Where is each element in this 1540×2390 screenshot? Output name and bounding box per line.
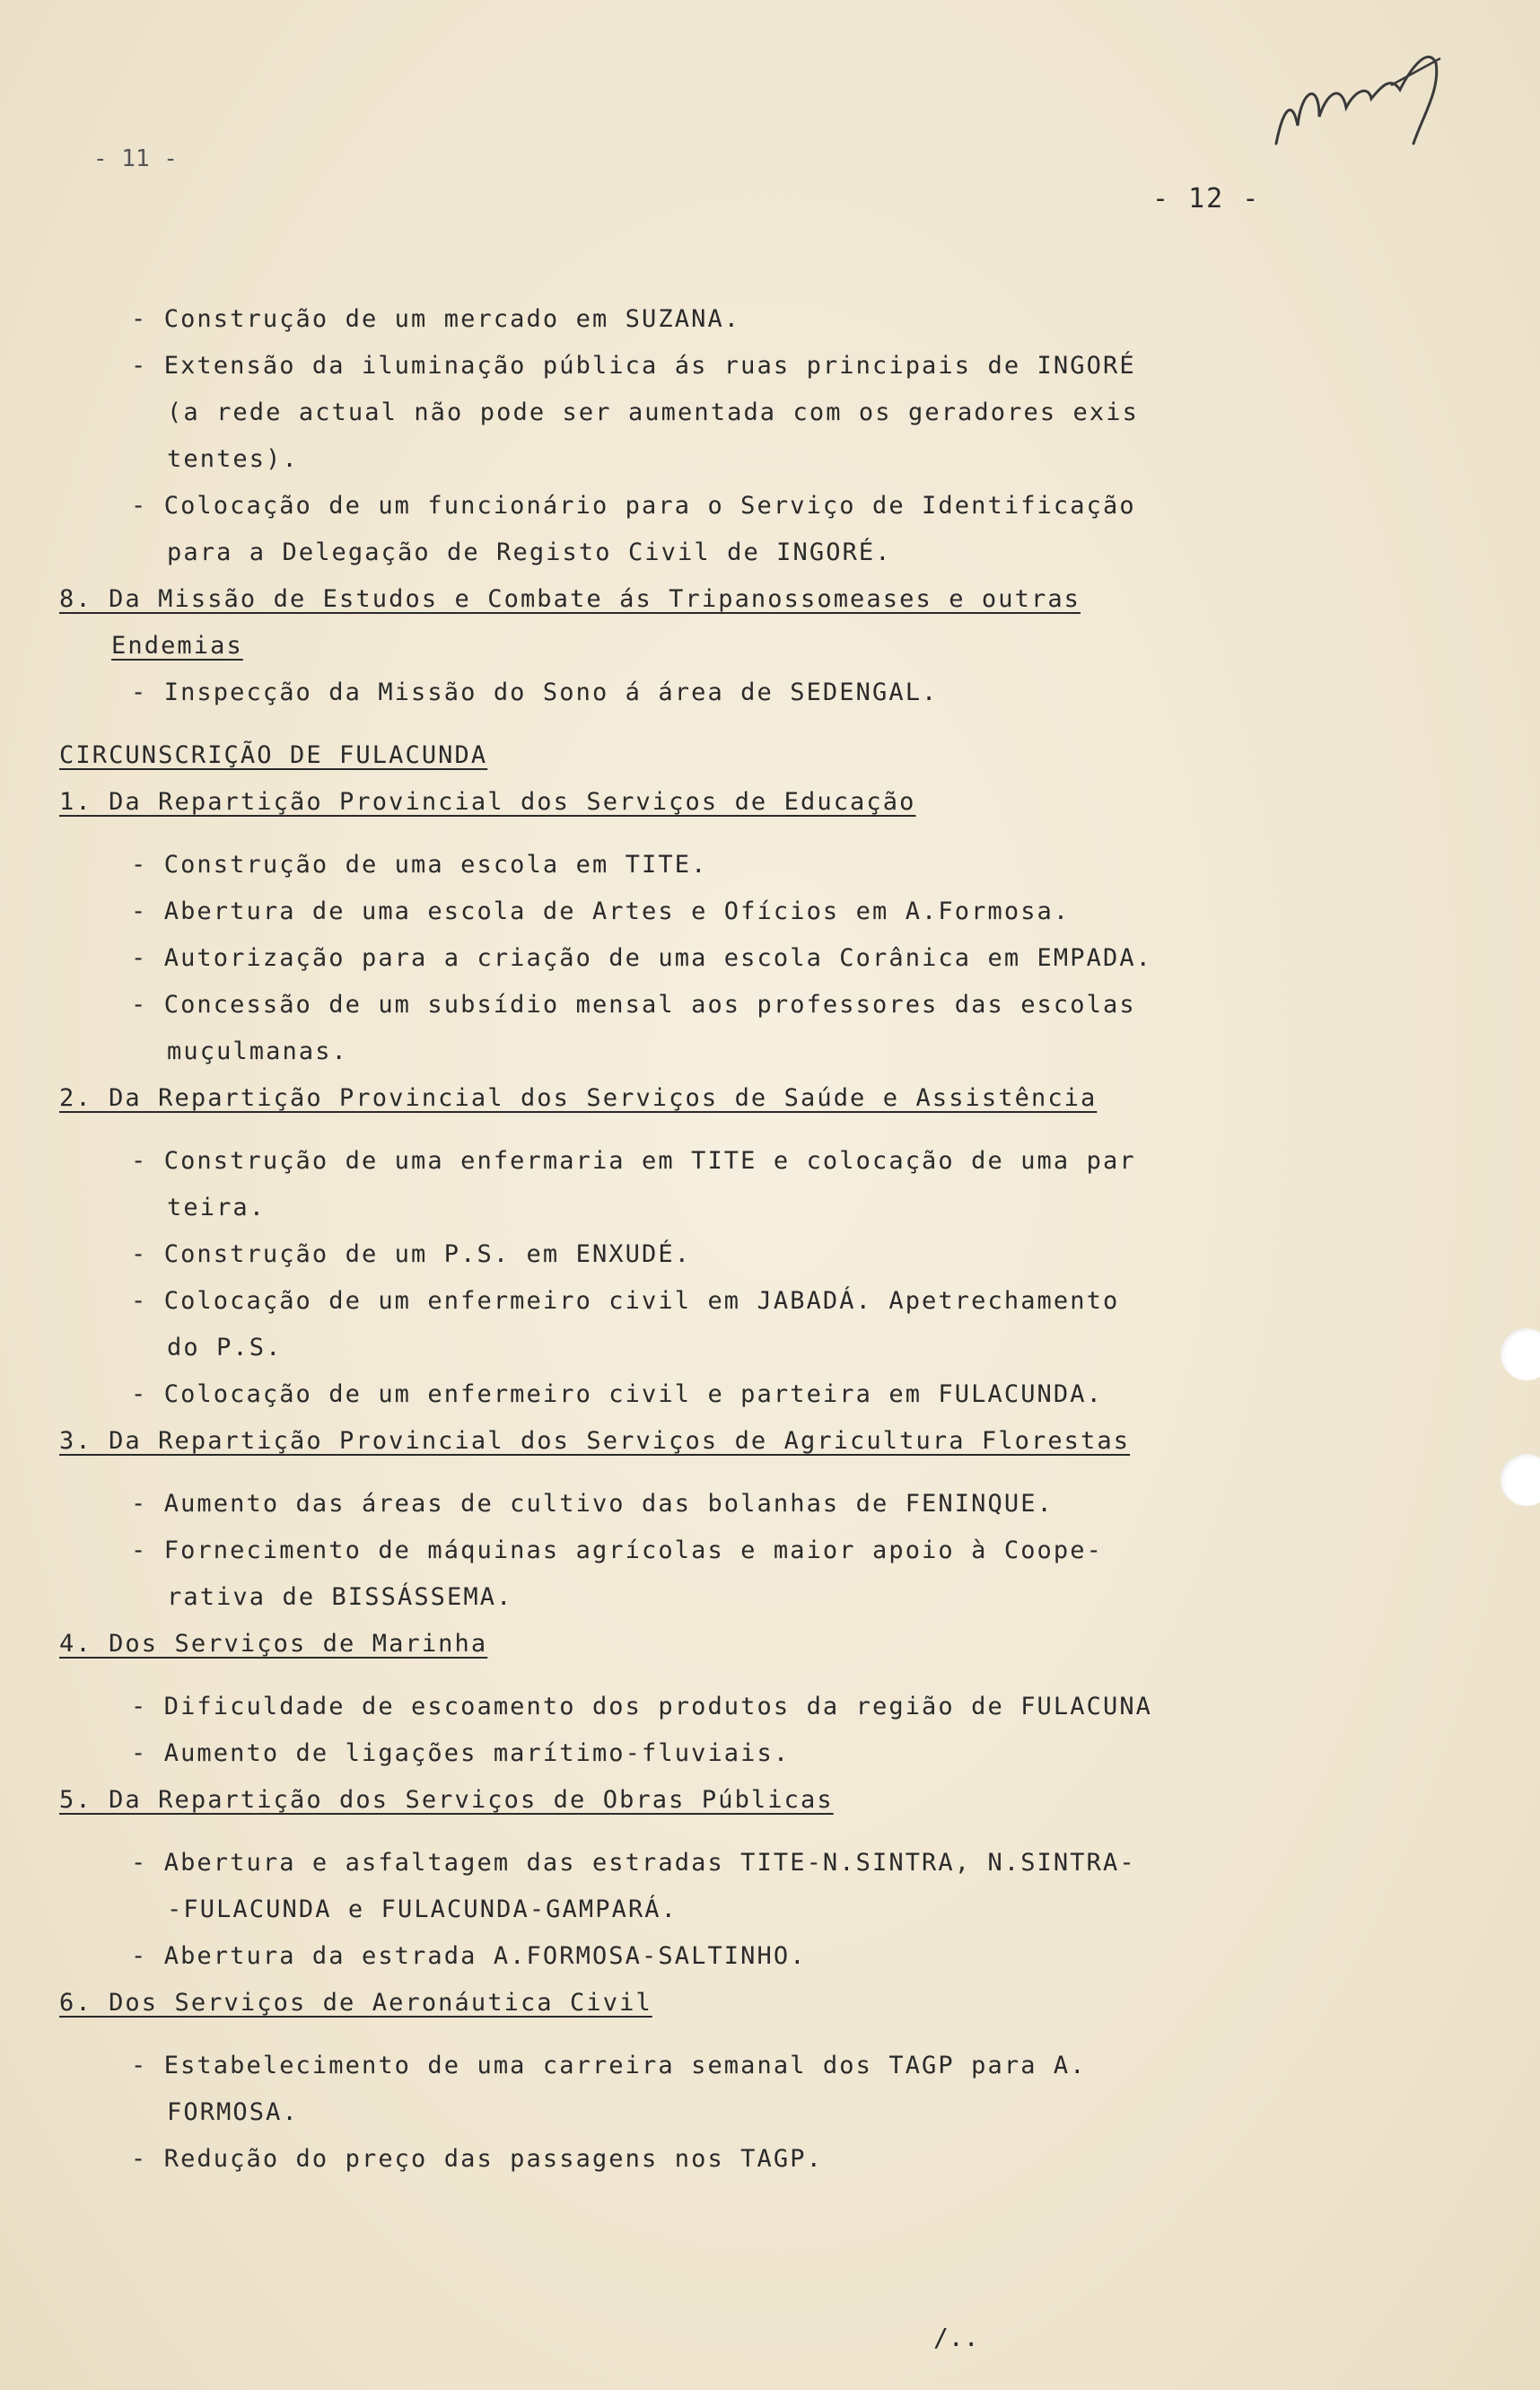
section-heading-text: 3. Da Repartição Provincial dos Serviços de Agricultura Florestas	[59, 1427, 1131, 1455]
text-line: - Abertura de uma escola de Artes e Ofícios em A.Formosa.	[131, 897, 1071, 925]
text-line: - Concessão de um subsídio mensal aos professores das escolas	[131, 991, 1136, 1019]
text-line: - Autorização para a criação de uma escola Corânica em EMPADA.	[131, 944, 1153, 972]
section-heading-text: 6. Dos Serviços de Aeronáutica Civil	[59, 1989, 652, 2017]
text-line: - Aumento de ligações marítimo-fluviais.	[131, 1739, 791, 1767]
text-line: tentes).	[167, 445, 299, 473]
punch-hole-top	[1501, 1328, 1540, 1380]
text-line: muçulmanas.	[167, 1037, 348, 1065]
section-heading-text: 5. Da Repartição dos Serviços de Obras Públicas	[59, 1786, 834, 1814]
section-heading	[59, 1418, 1280, 1465]
previous-page-number: - 11 -	[93, 145, 178, 172]
text-line: - Fornecimento de máquinas agrícolas e maior apoio à Coope-	[131, 1536, 1103, 1564]
section-heading-text: Endemias	[111, 632, 243, 660]
text-line: - Inspecção da Missão do Sono á área de SEDENGAL.	[131, 678, 939, 706]
section-heading	[59, 1621, 1280, 1668]
text-line: - Construção de uma escola em TITE.	[131, 851, 708, 879]
text-line: para a Delegação de Registo Civil de INGORÉ.	[167, 538, 892, 566]
text-line: - Estabelecimento de uma carreira semanal dos TAGP para A.	[131, 2052, 1087, 2079]
handwritten-signature	[1256, 36, 1463, 171]
text-line: - Redução do preço das passagens nos TAGP.	[131, 2145, 823, 2173]
section-heading-text: 2. Da Repartição Provincial dos Serviços de Saúde e Assistência	[59, 1084, 1098, 1112]
section-heading-text: 1. Da Repartição Provincial dos Serviços de Educação	[59, 788, 916, 816]
section-heading	[59, 576, 1280, 623]
text-line: - Aumento das áreas de cultivo das bolanhas de FENINQUE.	[131, 1490, 1054, 1518]
text-line: - Construção de um P.S. em ENXUDÉ.	[131, 1240, 692, 1268]
text-line: FORMOSA.	[167, 2098, 299, 2126]
text-line: teira.	[167, 1194, 267, 1221]
section-heading	[59, 1777, 1280, 1824]
circumscription-heading-text: CIRCUNSCRIÇÃO DE FULACUNDA	[59, 741, 488, 769]
text-line: - Colocação de um enfermeiro civil e parteira em FULACUNDA.	[131, 1380, 1103, 1408]
text-line: - Colocação de um funcionário para o Serviço de Identificação	[131, 492, 1136, 520]
text-line: - Dificuldade de escoamento dos produtos da região de FULACUNA	[131, 1693, 1153, 1720]
text-line: - Construção de uma enfermaria em TITE e colocação de uma par	[131, 1147, 1136, 1175]
text-line: - Extensão da iluminação pública ás ruas principais de INGORÉ	[131, 352, 1136, 380]
section-heading-text: 8. Da Missão de Estudos e Combate ás Tripanossomeases e outras	[59, 585, 1081, 613]
text-line: do P.S.	[167, 1334, 283, 1361]
text-line: -FULACUNDA e FULACUNDA-GAMPARÁ.	[167, 1895, 678, 1923]
circumscription-heading	[59, 732, 1280, 779]
section-heading	[59, 1980, 1280, 2027]
document-body	[59, 296, 1280, 2183]
page-number: - 12 -	[1152, 183, 1261, 214]
punch-hole-bottom	[1501, 1454, 1540, 1506]
section-heading	[59, 1075, 1280, 1122]
section-heading	[59, 779, 1280, 826]
text-line: - Construção de um mercado em SUZANA.	[131, 305, 741, 333]
text-line: - Colocação de um enfermeiro civil em JABADÁ. Apetrechamento	[131, 1287, 1120, 1315]
text-line: - Abertura da estrada A.FORMOSA-SALTINHO.	[131, 1942, 807, 1970]
section-heading-text: 4. Dos Serviços de Marinha	[59, 1630, 488, 1658]
section-heading-continued	[59, 623, 1280, 670]
text-line: rativa de BISSÁSSEMA.	[167, 1583, 513, 1611]
continuation-mark: /..	[933, 2323, 979, 2352]
text-line: (a rede actual não pode ser aumentada com os geradores exis	[167, 398, 1139, 426]
text-line: - Abertura e asfaltagem das estradas TITE-N.SINTRA, N.SINTRA-	[131, 1849, 1136, 1877]
